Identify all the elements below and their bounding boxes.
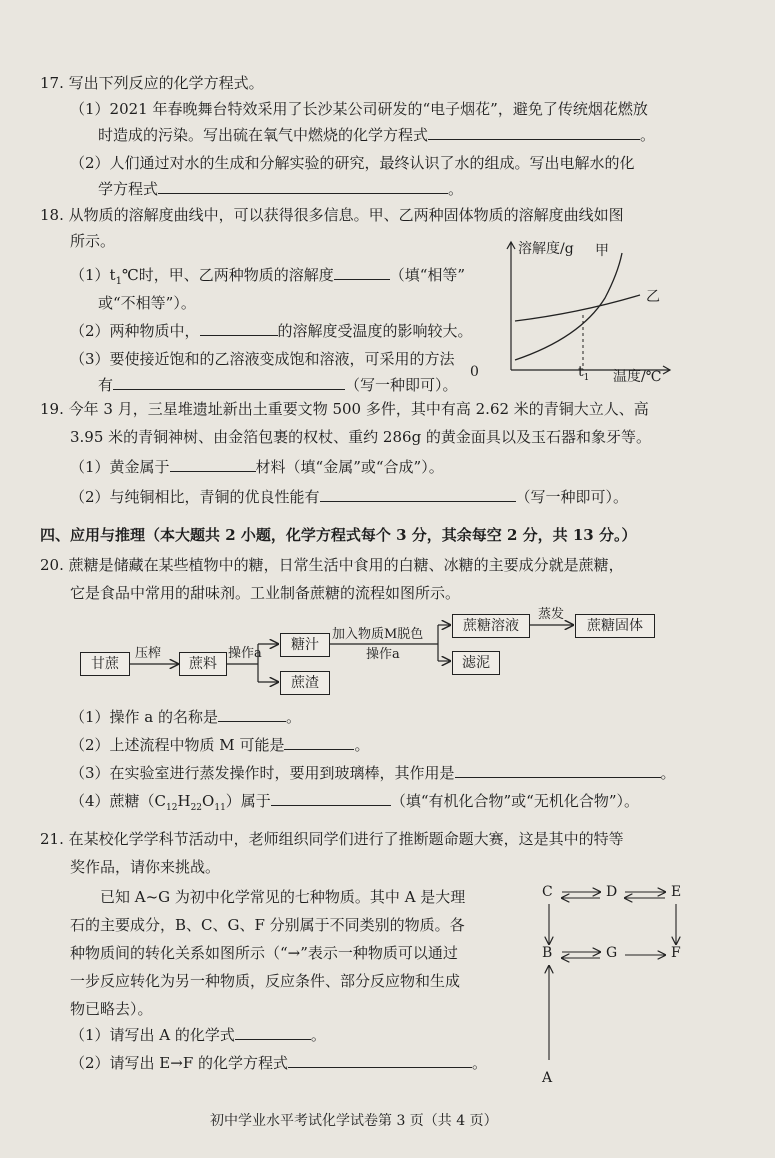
q20-stem-line2: 它是食品中常用的甜味剂。工业制备蔗糖的流程如图所示。	[70, 584, 461, 602]
node-g: G	[606, 945, 618, 961]
q20-answer-blank-3[interactable]	[455, 762, 661, 778]
q18-stem-line2: 所示。	[70, 232, 116, 250]
q18-part2: （2）两种物质中， 的溶解度受温度的影响较大。	[70, 322, 473, 340]
q19-answer-blank-1[interactable]	[170, 456, 256, 472]
q18-answer-blank-1[interactable]	[334, 264, 390, 280]
q21-part1: （1）请写出 A 的化学式 。	[70, 1026, 326, 1044]
node-d: D	[606, 884, 618, 900]
q17-answer-blank-2[interactable]	[158, 178, 448, 194]
q20-part1: （1）操作 a 的名称是 。	[70, 708, 302, 726]
graph-curve-label-yi: 乙	[646, 289, 660, 305]
q17-answer-blank-1[interactable]	[428, 124, 640, 140]
q18-answer-blank-2[interactable]	[200, 320, 278, 336]
curve-yi	[515, 295, 640, 321]
flow-node-zheliao: 蔗料	[179, 652, 227, 676]
q20-stem-line1: 20. 蔗糖是储藏在某些植物中的糖，日常生活中食用的白糖、冰糖的主要成分就是蔗糖，	[40, 556, 624, 574]
flow-node-luni: 滤泥	[452, 651, 500, 675]
graph-t1-label: $t_1$	[578, 364, 590, 383]
curve-jia	[515, 253, 622, 360]
q20-answer-blank-1[interactable]	[218, 706, 286, 722]
flow-node-zhezha: 蔗渣	[280, 671, 330, 695]
q21-body-line4: 一步反应转化为另一种物质，反应条件、部分反应物和生成	[70, 972, 461, 990]
flow-label-caozuo-a: 操作a	[228, 646, 262, 661]
flow-node-zhetang-rongye: 蔗糖溶液	[452, 614, 530, 638]
q21-body-line3: 种物质间的转化关系如图所示（“→”表示一种物质可以通过	[70, 944, 458, 962]
section-4-title: 四、应用与推理（本大题共 2 小题，化学方程式每个 3 分，其余每空 2 分，共 13 分。）	[40, 526, 637, 544]
flow-node-zhetang-guti: 蔗糖固体	[575, 614, 655, 638]
q19-stem-line2: 3.95 米的青铜神树、由金箔包裹的权杖、重约 286g 的黄金面具以及玉石器和象牙等。	[70, 428, 651, 446]
q20-answer-blank-4[interactable]	[271, 790, 391, 806]
q21-part2: （2）请写出 E→F 的化学方程式 。	[70, 1054, 488, 1072]
q18-stem-line1: 18. 从物质的溶解度曲线中，可以获得很多信息。甲、乙两种固体物质的溶解度曲线如图	[40, 206, 624, 224]
flow-label-zhengfa: 蒸发	[538, 607, 565, 622]
q20-part2: （2）上述流程中物质 M 可能是 。	[70, 736, 370, 754]
q21-stem-line1: 21. 在某校化学学科节活动中，老师组织同学们进行了推断题命题大赛，这是其中的特等	[40, 830, 624, 848]
q17-part1-line1: （1）2021 年春晚舞台特效采用了长沙某公司研发的“电子烟花”，避免了传统烟花燃放	[70, 100, 648, 118]
q19-part1: （1）黄金属于 材料（填“金属”或“合成”）。	[70, 458, 444, 476]
q18-part1-cont: 或“不相等”）。	[98, 294, 196, 312]
flow-label-jiaru-m: 加入物质M脱色	[332, 627, 424, 642]
graph-origin-label: 0	[470, 364, 479, 380]
q17-stem: 17. 写出下列反应的化学方程式。	[40, 74, 264, 92]
q17-part2-line1: （2）人们通过对水的生成和分解实验的研究，最终认识了水的组成。写出电解水的化	[70, 154, 635, 172]
q20-part3: （3）在实验室进行蒸发操作时，要用到玻璃棒，其作用是 。	[70, 764, 676, 782]
q18-answer-blank-3[interactable]	[113, 374, 345, 390]
node-b: B	[542, 945, 553, 961]
q19-stem-line1: 19. 今年 3 月，三星堆遗址新出土重要文物 500 多件，其中有高 2.62 米的青铜大立人、高	[40, 400, 649, 418]
q18-part3-line1: （3）要使接近饱和的乙溶液变成饱和溶液，可采用的方法	[70, 350, 455, 368]
q21-relation-arrows	[530, 878, 690, 1068]
page-footer: 初中学业水平考试化学试卷第 3 页（共 4 页）	[210, 1113, 498, 1129]
graph-x-label: 温度/℃	[613, 369, 662, 385]
flow-label-caozuo-a-2: 操作a	[366, 647, 400, 662]
q18-part3-line2: 有 （写一种即可）。	[98, 376, 458, 394]
q19-part2: （2）与纯铜相比，青铜的优良性能有 （写一种即可）。	[70, 488, 629, 506]
q18-part1: $(1)t_1℃$时，甲、乙两种物质的溶解度 （填“相等”	[70, 266, 466, 287]
q20-answer-blank-2[interactable]	[284, 734, 354, 750]
q21-answer-blank-1[interactable]	[235, 1024, 311, 1040]
node-a: A	[542, 1070, 553, 1086]
q21-body-line1: 已知 A~G 为初中化学常见的七种物质。其中 A 是大理	[100, 888, 466, 906]
flow-node-ganzhe: 甘蔗	[80, 652, 130, 676]
flow-label-yazha: 压榨	[135, 646, 162, 661]
q21-stem-line2: 奖作品，请你来挑战。	[70, 858, 221, 876]
node-e: E	[671, 884, 682, 900]
node-f: F	[671, 945, 681, 961]
flow-node-tangzhi: 糖汁	[280, 633, 330, 657]
q21-body-line5: 物已略去）。	[70, 1000, 153, 1018]
graph-curve-label-jia: 甲	[595, 243, 609, 259]
q21-answer-blank-2[interactable]	[288, 1052, 472, 1068]
node-c: C	[542, 884, 553, 900]
q21-body-line2: 石的主要成分，B、C、G、F 分别属于不同类别的物质。各	[70, 916, 465, 934]
q20-part4: （4）蔗糖$(C_{12}H_{22}O_{11})$属于 （填“有机化合物”或“无机化合物”）。	[70, 792, 639, 813]
q17-part2-line2: 学方程式 。	[98, 180, 464, 198]
q17-part1-line2: 时造成的污染。写出硫在氧气中燃烧的化学方程式 。	[98, 126, 656, 144]
graph-y-label: 溶解度/g	[518, 241, 574, 257]
q19-answer-blank-2[interactable]	[320, 486, 516, 502]
